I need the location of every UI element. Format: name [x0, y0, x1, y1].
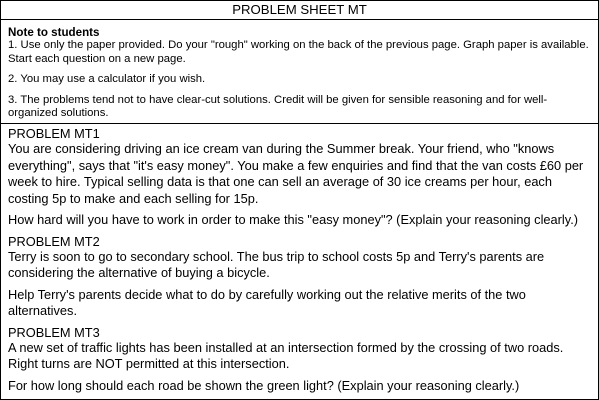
problems-section	[1, 124, 598, 394]
notes-heading: Note to students	[8, 26, 100, 39]
note-item: 1. Use only the paper provided. Do your "rough" working on the back of the previous page. Graph paper is available. Start each question on a new page.	[8, 39, 589, 65]
problem-title: PROBLEM MT2	[8, 233, 100, 249]
problem-mt1	[8, 126, 591, 229]
problem-paragraph: For how long should each road be shown the green light? (Explain your reasoning clearly.)	[8, 377, 520, 393]
notes-section	[1, 20, 598, 124]
problem-paragraph: Help Terry's parents decide what to do by carefully working out the relative merits of the two alternatives.	[8, 286, 526, 318]
problem-mt2	[8, 234, 591, 320]
note-item: 3. The problems tend not to have clear-cut solutions. Credit will be given for sensible reasoning and for well-organized solutions.	[8, 93, 548, 119]
problem-mt3	[8, 325, 591, 395]
note-item: 2. You may use a calculator if you wish.	[8, 73, 206, 85]
problem-paragraph: A new set of traffic lights has been installed at an intersection formed by the crossing of two roads. Right turns are NOT permitted at this intersection.	[8, 339, 564, 371]
sheet-title: PROBLEM SHEET MT	[1, 1, 598, 20]
problem-title: PROBLEM MT1	[8, 126, 100, 141]
problem-title: PROBLEM MT3	[8, 324, 100, 340]
problem-paragraph: You are considering driving an ice cream van during the Summer break. Your friend, who "knows everything", says that "it's easy money". You make a few enquiries and find that the van costs £60 per week to hire. Typical selling data is that one can sell an average of 30 ice creams per hour, each costing 5p to make and each selling for 15p.	[8, 141, 584, 206]
problem-paragraph: How hard will you have to work in order to make this "easy money"? (Explain your reasoning clearly.)	[8, 212, 579, 227]
problem-paragraph: Terry is soon to go to secondary school. The bus trip to school costs 5p and Terry's parents are considering the alternative of buying a bicycle.	[8, 248, 545, 280]
